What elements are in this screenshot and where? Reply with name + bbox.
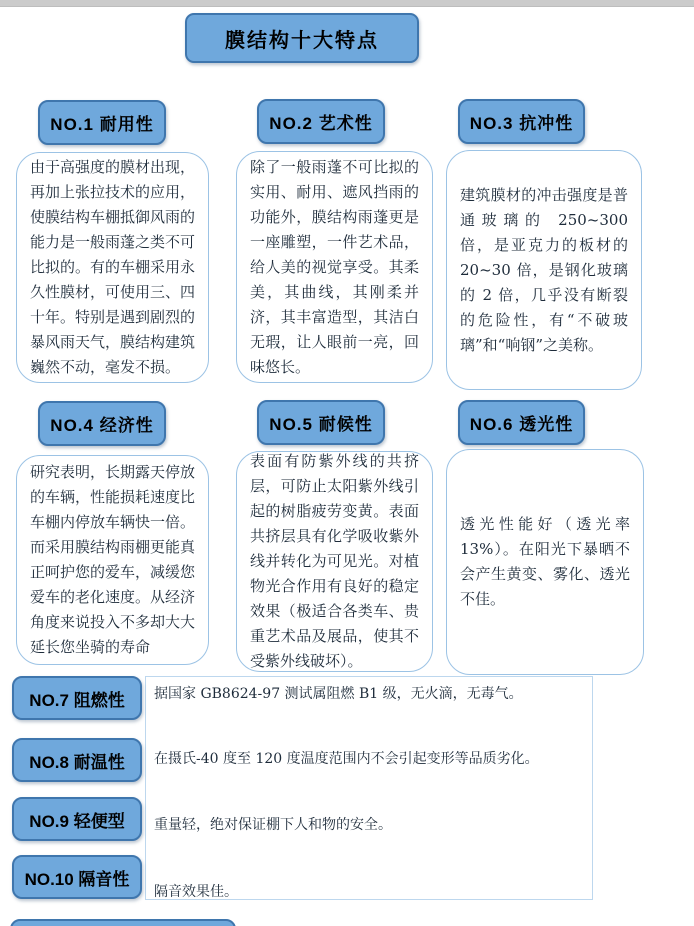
feature-4-header: NO.4 经济性 <box>38 401 166 446</box>
feature-2-text: 除了一般雨蓬不可比拟的实用、耐用、遮风挡雨的功能外，膜结构雨蓬更是一座雕塑，一件艺术品，给人美的视觉享受。其柔美，其曲线，其刚柔并济，其丰富造型，其洁白无瑕，让人眼前一亮，回味悠长。 <box>250 157 419 376</box>
feature-5-bubble <box>236 451 433 672</box>
feature-3-header: NO.3 抗冲性 <box>458 99 585 144</box>
feature-1-bubble <box>16 152 209 383</box>
cutoff-next-box <box>10 919 236 926</box>
page-title: 膜结构十大特点 <box>185 13 419 63</box>
feature-8-label: NO.8 耐温性 <box>12 738 142 782</box>
feature-table-box <box>145 676 593 900</box>
feature-6-header: NO.6 透光性 <box>458 400 585 445</box>
feature-1-header: NO.1 耐用性 <box>38 100 166 145</box>
feature-6-bubble <box>446 449 644 675</box>
feature-9-text: 重量轻，绝对保证棚下人和物的安全。 <box>154 817 392 833</box>
feature-4-bubble <box>16 455 209 665</box>
feature-10-label: NO.10 隔音性 <box>12 855 142 899</box>
feature-3-bubble <box>446 150 642 390</box>
feature-1-text: 由于高强度的膜材出现，再加上张拉技术的应用，使膜结构车棚抵御风雨的能力是一般雨蓬之类不可比拟的。有的车棚采用永久性膜材，可使用三、四十年。特别是遇到剧烈的暴风雨天气，膜结构建筑巍然不动，毫发不损。 <box>30 158 196 376</box>
feature-5-text: 表面有防紫外线的共挤层，可防止太阳紫外线引起的树脂疲劳变黄。表面共挤层具有化学吸收紫外线并转化为可见光。对植物光合作用有良好的稳定效果（极适合各类车、贵重艺术品及展品，使其不受紫外线破坏）。 <box>250 452 419 670</box>
window-top-edge <box>0 0 694 7</box>
feature-2-header: NO.2 艺术性 <box>257 99 385 144</box>
feature-6-text: 透光性能好（透光率 13%）。在阳光下暴晒不会产生黄变、雾化、透光不佳。 <box>460 515 630 608</box>
feature-4-text: 研究表明，长期露天停放的车辆，性能损耗速度比车棚内停放车辆快一倍。而采用膜结构雨棚更能真正呵护您的爱车，减缓您爱车的老化速度。从经济角度来说投入不多却大大延长您坐骑的寿命 <box>30 463 196 656</box>
feature-10-text: 隔音效果佳。 <box>154 884 238 900</box>
feature-9-label: NO.9 轻便型 <box>12 797 142 841</box>
feature-7-text: 据国家 GB8624-97 测试属阻燃 B1 级，无火滴，无毒气。 <box>154 686 523 702</box>
feature-2-bubble <box>236 151 433 383</box>
feature-5-header: NO.5 耐候性 <box>257 400 385 445</box>
feature-3-text: 建筑膜材的冲击强度是普通玻璃的 250~300 倍，是亚克力的板材的 20~30 倍，是钢化玻璃的 2 倍，几乎没有断裂的危险性，有“不破玻璃”和“响钢”之美称。 <box>460 185 628 354</box>
feature-8-text: 在摄氏-40 度至 120 度温度范围内不会引起变形等品质劣化。 <box>154 751 539 767</box>
feature-7-label: NO.7 阻燃性 <box>12 676 142 720</box>
